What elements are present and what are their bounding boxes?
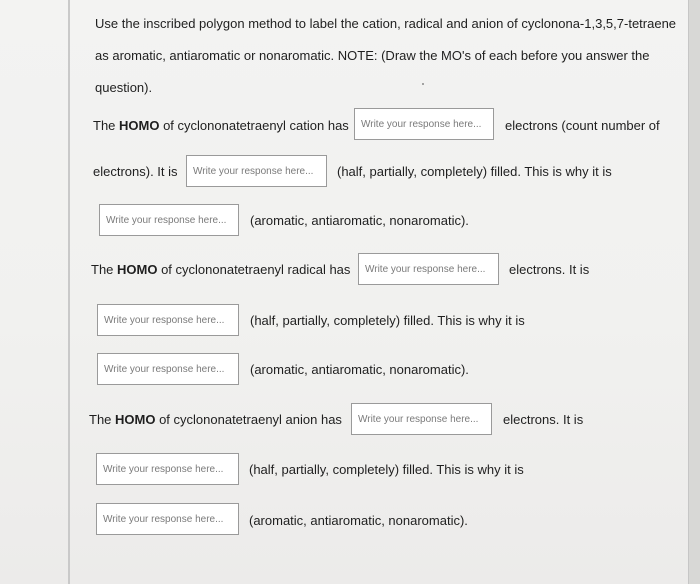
radical-aromatic-text: (aromatic, antiaromatic, nonaromatic). bbox=[250, 362, 469, 377]
right-border bbox=[688, 0, 700, 584]
radical-question: The HOMO of cyclononatetraenyl radical has bbox=[91, 262, 351, 277]
homo-label: HOMO bbox=[117, 262, 158, 277]
radical-filled-text: (half, partially, completely) filled. This is why it is bbox=[250, 313, 525, 328]
homo-label: HOMO bbox=[119, 118, 160, 133]
cation-question: The HOMO of cyclononatetraenyl cation has bbox=[93, 118, 349, 133]
speck bbox=[422, 83, 424, 85]
anion-filled-input[interactable]: Write your response here... bbox=[96, 453, 239, 485]
instructions-line-3: question). bbox=[95, 80, 153, 95]
instructions-line-1: Use the inscribed polygon method to label the cation, radical and anion of cyclonona-1,3,5,7-tetraene bbox=[95, 16, 677, 31]
homo-label: HOMO bbox=[115, 412, 156, 427]
cation-it-is-text: electrons). It is bbox=[93, 164, 178, 179]
instructions-line-2: as aromatic, antiaromatic or nonaromatic. NOTE: (Draw the MO's of each before you answer the bbox=[95, 48, 650, 63]
anion-electrons-text: electrons. It is bbox=[503, 412, 584, 427]
radical-electrons-input[interactable]: Write your response here... bbox=[358, 253, 499, 285]
cation-filled-text: (half, partially, completely) filled. This is why it is bbox=[337, 164, 612, 179]
cation-aromatic-input[interactable]: Write your response here... bbox=[99, 204, 239, 236]
cation-electrons-input[interactable]: Write your response here... bbox=[354, 108, 494, 140]
radical-electrons-text: electrons. It is bbox=[509, 262, 590, 277]
anion-aromatic-text: (aromatic, antiaromatic, nonaromatic). bbox=[249, 513, 468, 528]
anion-electrons-input[interactable]: Write your response here... bbox=[351, 403, 492, 435]
radical-filled-input[interactable]: Write your response here... bbox=[97, 304, 239, 336]
radical-aromatic-input[interactable]: Write your response here... bbox=[97, 353, 239, 385]
cation-electrons-text: electrons (count number of bbox=[505, 118, 660, 133]
left-border bbox=[68, 0, 70, 584]
anion-aromatic-input[interactable]: Write your response here... bbox=[96, 503, 239, 535]
anion-filled-text: (half, partially, completely) filled. This is why it is bbox=[249, 462, 524, 477]
cation-aromatic-text: (aromatic, antiaromatic, nonaromatic). bbox=[250, 213, 469, 228]
cation-filled-input[interactable]: Write your response here... bbox=[186, 155, 327, 187]
anion-question: The HOMO of cyclononatetraenyl anion has bbox=[89, 412, 342, 427]
